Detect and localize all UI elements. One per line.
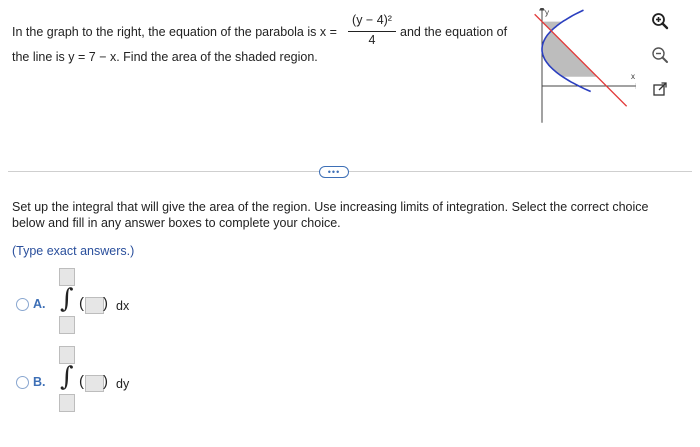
choice-b-lower-limit-input[interactable] [59, 394, 75, 412]
choice-a-integrand-input[interactable] [85, 297, 104, 314]
question-line2: the line is y = 7 − x. Find the area of the shaded region. [12, 50, 318, 64]
zoom-out-button[interactable] [649, 44, 671, 66]
instructions-line1: Set up the integral that will give the area of the region. Use increasing limits of integration. Select the correct choice [12, 200, 649, 214]
choice-a-lower-limit-input[interactable] [59, 316, 75, 334]
choice-b-differential: dy [116, 377, 130, 391]
choice-a-integral-sign: ∫ [60, 284, 74, 314]
choice-b-radio[interactable] [16, 376, 29, 389]
choice-a-differential: dx [116, 299, 130, 313]
choice-a-radio[interactable] [16, 298, 29, 311]
zoom-in-icon [651, 12, 669, 30]
fraction-numerator: (y − 4)² [352, 13, 392, 27]
popout-button[interactable] [649, 78, 671, 100]
region-graph [526, 8, 636, 124]
expand-button[interactable]: ••• [319, 166, 349, 178]
graph-y-label: y [545, 8, 549, 17]
fraction-bar [348, 31, 396, 32]
choice-b-close-paren: ) [103, 373, 108, 390]
instructions-line2: below and fill in any answer boxes to complete your choice. [12, 216, 341, 230]
zoom-in-button[interactable] [649, 10, 671, 32]
type-exact-note: (Type exact answers.) [12, 244, 135, 258]
choice-b-label: B. [33, 375, 46, 389]
choice-a-label: A. [33, 297, 46, 311]
choice-a-open-paren: ( [79, 295, 84, 312]
zoom-out-icon [651, 46, 669, 64]
question-line1-suffix: and the equation of [400, 25, 508, 39]
question-line1-prefix: In the graph to the right, the equation of the parabola is x = [12, 25, 337, 39]
choice-a-close-paren: ) [103, 295, 108, 312]
section-divider [8, 171, 692, 172]
external-link-icon [652, 81, 668, 97]
graph-x-label: x [631, 72, 635, 81]
choice-b-open-paren: ( [79, 373, 84, 390]
fraction-denominator: 4 [368, 33, 376, 47]
choice-b-integral-sign: ∫ [60, 362, 74, 392]
choice-b-integrand-input[interactable] [85, 375, 104, 392]
